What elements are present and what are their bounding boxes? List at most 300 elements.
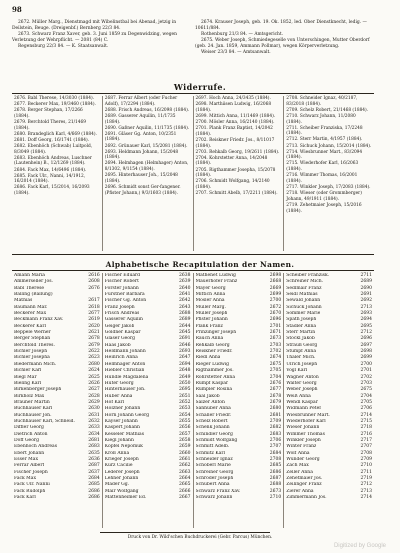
index-number: 2707	[360, 444, 372, 450]
index-number: 2669	[269, 285, 282, 291]
index-number: 2703	[269, 342, 282, 348]
index-name: Biegl Mar	[14, 374, 37, 380]
index-name: Köpfel Nepomuk	[104, 444, 143, 450]
index-name: Helmhager Anton	[104, 361, 146, 367]
index-number: 2642	[179, 298, 191, 304]
widerruf-entry: 2714. Wiesbrunner Mart., 83/2094 (1884).	[286, 149, 363, 161]
index-number: 2707	[269, 444, 282, 450]
index-name: Reiskner Friedr.	[195, 349, 233, 355]
index-number: 2701	[269, 323, 282, 329]
index-name: Goldner Kaspar	[104, 330, 141, 336]
index-number: 2699	[360, 355, 372, 361]
index-number: 2658	[179, 437, 191, 443]
index-name: Schreiner Georg	[195, 469, 234, 475]
index-name: Mattenheimer Ed.	[104, 495, 147, 501]
index-number: 2689	[179, 317, 191, 323]
index-number: 2666	[179, 488, 191, 494]
index-number: 2637	[88, 469, 100, 475]
index-number: 2624	[88, 368, 100, 374]
name-index	[12, 273, 374, 528]
index-number: 2673	[269, 336, 282, 342]
index-number: 2634	[88, 431, 100, 437]
entry-text: 2673. Schwarz Franz Xaver, geb. 3. Juni 1859 zu Degenwidzing, wegen Verletzung der Wehrpflicht. — 2081 (84) C.	[12, 32, 177, 44]
widerruf-entry: 2700. Mösler Anna, 16/2140 (1884).	[195, 119, 275, 125]
index-number: 2705	[360, 399, 372, 405]
index-name: Franz Joseph	[104, 304, 135, 310]
divider	[100, 532, 270, 533]
widerruf-entry: 2698. Marthiisen Ludwig, 16/2068 (1884).	[195, 102, 272, 113]
index-number: 2697	[360, 342, 372, 348]
index-number: 2648	[179, 368, 191, 374]
index-name: Fürstner Barbara	[104, 292, 145, 298]
index-number: 2671	[269, 330, 282, 336]
widerruf-entry: 2709. Schelz Robert, 21/1468 (1884).	[286, 107, 369, 113]
index-name: Pfister Johann	[195, 317, 228, 323]
index-name: Ferrar Albert	[14, 463, 45, 469]
index-number: 2696	[360, 336, 372, 342]
index-name: Zeller Anna	[286, 469, 313, 475]
widerruf-entry: 2716. Wimmer Thomas, 16/2001 (1884).	[286, 173, 358, 184]
index-name: Amann Maria	[14, 273, 45, 278]
index-name: Schubert Anna	[195, 482, 230, 488]
index-name: Krieger Joseph	[104, 456, 139, 462]
index-number: 2708	[360, 450, 372, 456]
index-name: Stumpf Anna	[286, 349, 317, 355]
index-number: 2719	[360, 476, 372, 481]
index-name: Schaller Friedr.	[195, 412, 232, 418]
index-name: Schneider Ignaz	[195, 456, 233, 462]
index-name: Mösler Anna	[195, 298, 225, 304]
index-name: Frisch Andreas	[104, 311, 140, 317]
index-number: 2636	[88, 456, 100, 462]
index-number: 2626	[88, 380, 100, 386]
index-number: 2620	[88, 323, 100, 329]
index-name: Huber Anna	[104, 393, 133, 399]
index-number: 2644	[179, 323, 191, 329]
index-name: Thaler Mich.	[286, 355, 316, 361]
index-name: Sedlmair Franz	[286, 285, 322, 291]
index-number: 2693	[360, 311, 372, 317]
index-name: Wiederhofer Karl	[286, 418, 326, 424]
index-name: Mauerhöfer Franz	[195, 279, 238, 285]
divider	[12, 93, 374, 94]
index-name: Beckerer Max	[14, 311, 47, 317]
index-name: Müller Marg.	[195, 304, 226, 310]
index-number: 2681	[88, 437, 100, 443]
index-row	[14, 495, 100, 501]
index-name: Wimmer Thomas	[286, 431, 325, 437]
index-number: 2622	[88, 349, 100, 355]
index-name: Mathenet Ludwig	[195, 273, 236, 278]
index-name: Späth Joseph	[286, 317, 317, 323]
index-number: 2651	[179, 393, 191, 399]
index-name: Walter Georg	[286, 380, 317, 386]
widerruf-entry: 2695. Hinterhauser Joh., 15/2048 (1884).	[104, 173, 178, 184]
index-number: 2694	[360, 317, 372, 323]
widerruf-entry: 2705. Rigthammer Josepha, 15/2078 (1884).	[195, 167, 276, 179]
widerrufe-column	[12, 96, 102, 251]
index-name: Hof Karl	[104, 399, 125, 405]
index-name: Beckerer Karl	[14, 323, 46, 329]
entry-text: Weiser 23/3 84. — Amtsanwalt.	[201, 50, 271, 56]
index-number: 2708	[269, 456, 282, 462]
index-number: 2706	[269, 437, 282, 443]
index-name: Ulrich Joseph	[286, 361, 318, 367]
index-name: Weber Joseph	[286, 387, 318, 393]
index-number: 2683	[269, 431, 282, 437]
entry-text: Regensburg 22/3 84. — K. Staatsanwalt.	[18, 44, 109, 50]
index-name: Sichuck Johann	[286, 304, 322, 310]
index-number: 2683	[88, 444, 100, 450]
index-number: 2709	[360, 456, 372, 462]
widerruf-entry: 2706. Schmidt Wolfgang, 14/2140 (1884).	[195, 179, 270, 191]
divider	[12, 254, 374, 255]
index-name: Winkler Joseph	[286, 437, 321, 443]
index-number: 2717	[360, 437, 372, 443]
index-number: 2704	[360, 393, 372, 399]
index-number: 2685	[88, 482, 100, 488]
index-name: Diffler Georg	[14, 425, 44, 431]
index-number: 2714	[360, 412, 372, 418]
index-number: 2665	[179, 482, 191, 488]
index-number: 2695	[360, 323, 372, 329]
section-heading-recapitulation: Alphabetische Recapitulation der Namen.	[105, 260, 295, 269]
index-name: Schwarz Johann	[195, 495, 233, 501]
index-name: Rohrstetter Anna	[195, 374, 236, 380]
index-name: Huter Georg	[104, 380, 134, 386]
index-name: Vogl Karl	[286, 368, 308, 374]
index-name: Hinterhauser Joh.	[104, 387, 146, 393]
index-number: 2686	[88, 495, 100, 501]
index-number: 2650	[179, 380, 191, 386]
index-number: 2647	[179, 355, 191, 361]
index-number: 2712	[360, 482, 372, 488]
index-name: Sterr Martin	[286, 330, 316, 336]
index-name: Rieger Ludwig	[195, 361, 230, 367]
index-name: Gläser Georg	[104, 336, 136, 342]
index-number: 2619	[88, 317, 100, 323]
index-name: Berchtold Theres.	[14, 342, 55, 348]
widerruf-entry: 2712. Sterr Martin, 4/1957 (1884).	[286, 137, 363, 143]
index-number: 2632	[88, 418, 100, 424]
index-number: 2679	[269, 399, 282, 405]
index-name: Esser Max	[14, 456, 38, 462]
index-name: Buchhauser Karl	[14, 406, 53, 412]
index-name: Doff Georg	[14, 437, 39, 443]
index-name: Fischer Robert	[104, 279, 139, 285]
index-name: Birkenberger Joseph	[14, 387, 62, 393]
index-name: Rehkalb Georg	[195, 342, 230, 348]
page-number: 98	[12, 5, 22, 14]
index-name: Schöberl Marie	[195, 463, 231, 469]
top-entries	[12, 20, 374, 57]
index-number: 2662	[179, 463, 191, 469]
index-name: Rumpler Rosina	[195, 387, 233, 393]
index-number: 2687	[269, 476, 282, 481]
index-name: Ebenhöch Andreas	[14, 444, 58, 450]
index-name: Wolf Anna	[286, 450, 310, 456]
widerruf-entry: 2703. Rehkalb Georg, 19/2611 (1884).	[195, 149, 280, 155]
index-number: 2627	[88, 387, 100, 393]
index-name: Hiebler Christian	[104, 368, 145, 374]
index-name: Sewald Johann	[286, 298, 321, 304]
index-name: Ammerseller Jos.	[14, 279, 53, 285]
index-number: 2711	[360, 469, 372, 475]
index-number: 2682	[269, 425, 282, 431]
index-number: 2635	[88, 450, 100, 456]
index-number: 2628	[88, 393, 100, 399]
index-name: Plank Franz	[195, 323, 223, 329]
index-name: Mayer Georg	[195, 285, 226, 291]
widerruf-entry: 2719. Zehetmaier Joseph, 15/2016 (1884).	[286, 202, 362, 214]
widerruf-entry: 2684. Fack Max, 14/6496 (1884).	[14, 167, 87, 173]
index-name: Rigthammer Jos.	[195, 368, 234, 374]
index-name: Schindler Georg	[195, 431, 233, 437]
index-name: Schreiner Mich.	[286, 279, 324, 285]
index-name: Dietrich Anton	[14, 431, 48, 437]
index-number: 2696	[269, 317, 282, 323]
widerruf-entry: 2707. Schmitt Abelb, 17/2211 (1884).	[195, 191, 278, 197]
divider	[12, 270, 374, 271]
widerruf-entry: 2689. Gasserer Aquilin, 11/1735 (1884).	[104, 113, 176, 125]
index-name: Widmann Peter	[286, 406, 322, 412]
index-name: Brauner Martin	[14, 399, 50, 405]
index-row	[196, 495, 282, 501]
index-name: Kayser Johann	[104, 418, 138, 424]
index-number: 2631	[88, 412, 100, 418]
index-name: Stadler Anna	[286, 323, 317, 329]
index-name: Lederer Joseph	[104, 469, 140, 475]
index-name: Wieser Johann	[286, 425, 320, 431]
index-name: Wendl Kaspar	[286, 399, 318, 405]
index-number: 2680	[88, 361, 100, 367]
index-number: 2715	[360, 418, 372, 424]
index-name: Hundle Magdalena	[104, 374, 149, 380]
index-name: Zierer Anna	[286, 488, 314, 494]
index-name: Fischer Joseph	[14, 469, 48, 475]
index-name: Baumann Mar.	[14, 304, 48, 310]
index-name: Bichler Josepha	[14, 355, 50, 361]
index-name: Ebert Johann	[14, 450, 45, 456]
widerruf-entry: 2677. Beckerer Max, 19/3460 (1884).	[14, 102, 96, 108]
index-name: Schenk Johann	[195, 425, 230, 431]
index-name: Kiegl Johann	[104, 437, 134, 443]
index-name: Biedermann Mich.	[14, 361, 57, 367]
index-name: Lehner Johann	[104, 476, 139, 481]
index-name: Wunder Georg	[286, 456, 320, 462]
index-name: Zeilinger Franz	[286, 482, 322, 488]
index-name: Sanhuber Anna	[195, 406, 231, 412]
index-number: 2656	[179, 425, 191, 431]
index-name: Kroß Anna	[104, 450, 130, 456]
entry-text: 2672. Müller Marg., Dienstmagd mit Wibelinstbal bei Abenad, jetzig in Deilstein, Beuge. (Dreigenbf.) Bernberg 22/3 84.	[12, 20, 177, 32]
index-number: 2677	[88, 311, 100, 317]
index-number: 2670	[269, 311, 282, 317]
index-number: 2702	[269, 349, 282, 355]
widerrufe-column	[193, 96, 284, 251]
index-name: Fischer Eduard	[104, 273, 141, 278]
index-name: Schwarz Franz Xav.	[195, 488, 241, 494]
section-heading-widerrufe: Widerrufe.	[173, 82, 227, 92]
index-number: 2618	[88, 304, 100, 310]
index-number: 2705	[269, 368, 282, 374]
index-number: 2675	[360, 387, 372, 393]
index-number: 2706	[360, 406, 372, 412]
index-number: 2714	[360, 495, 372, 501]
index-number: 2646	[179, 342, 191, 348]
index-name: Kurz Cäcilie	[104, 463, 133, 469]
index-number: 2664	[179, 476, 191, 481]
index-number: 2653	[179, 406, 191, 412]
index-number: 2659	[179, 444, 191, 450]
index-name: Geiger Jakob	[104, 323, 135, 329]
index-name: Kaspert Johann	[104, 425, 140, 431]
widerrufe-column	[102, 96, 193, 251]
index-name: Buchhauser Karl, Schneid.	[14, 418, 75, 424]
index-number: 2687	[88, 463, 100, 469]
index-name: Horn Johann Georg	[104, 412, 150, 418]
index-name: Buchhauser Joh.	[14, 412, 52, 418]
widerruf-entry: 2679. Berchtold Theres, 21/1469 (1884).	[14, 119, 86, 131]
index-row	[286, 495, 372, 501]
index-number: 2710	[269, 495, 282, 501]
index-name: Schmitz Karl	[195, 450, 225, 456]
widerruf-entry: 2685. Fack Ulr., Nanni, 14/1912, 16/2014 (1884).	[14, 173, 86, 185]
index-number: 2700	[360, 361, 372, 367]
index-name: Bichler Joseph	[14, 349, 48, 355]
index-number: 2616	[88, 273, 100, 278]
index-number: 2693	[179, 349, 191, 355]
index-number: 2680	[269, 406, 282, 412]
index-number: 2701	[360, 368, 372, 374]
widerruf-entry: 2694. Helmhagen (Helmhager) Anton, 8/1302, 9/1154 (1884).	[104, 161, 189, 173]
index-name: Stöckl Jakob	[286, 336, 315, 342]
index-number: 2691	[360, 292, 372, 298]
index-name: Holzner Johann	[104, 406, 141, 412]
index-number: 2673	[269, 488, 282, 494]
widerruf-entry: 2682. Ebenhöch (Schwab) Luitpold, 8/3049 (1884).	[14, 143, 93, 155]
index-name: Fack Ulr. Nanni	[14, 482, 50, 488]
index-name: Mathias	[14, 298, 33, 304]
index-name: Schmidt Wolfgang	[195, 437, 238, 443]
index-name: Heldmann Johann	[104, 349, 146, 355]
index-number: 2672	[269, 304, 282, 310]
index-number: 2668	[269, 279, 282, 285]
widerruf-entry: 2704. Kohrstetter Anna, 14/2048 (1884).	[195, 155, 268, 167]
index-number: 2716	[360, 431, 372, 437]
index-number: 2703	[360, 380, 372, 386]
index-number: 2621	[88, 330, 100, 336]
index-number: 2663	[179, 469, 191, 475]
top-entries-column-left	[12, 20, 191, 57]
index-name: Winter Franz	[286, 444, 317, 450]
index-number: 2675	[269, 361, 282, 367]
widerruf-entry: 2687. Ferrar Albert (oder Fucher Adolf), 17/2294 (1884).	[104, 96, 178, 107]
index-number: 2677	[269, 387, 282, 393]
index-number: 2700	[269, 298, 282, 304]
index-number: 2667	[179, 495, 191, 501]
index-row	[105, 495, 191, 501]
index-name: Salzer Anton	[195, 399, 225, 405]
entry-text: 2674. Krauser Joseph, geb. 19. Ok. 1852, led. Ober Dienstknecht, ledig. — 10611/884.	[195, 20, 367, 32]
index-name: Schröder Joseph	[195, 476, 234, 481]
index-column	[102, 273, 193, 528]
index-number: 2633	[88, 425, 100, 431]
index-number: 2630	[88, 406, 100, 412]
index-column	[283, 273, 374, 528]
index-number: 2679	[88, 342, 100, 348]
index-number: 2713	[360, 488, 372, 494]
widerrufe-list	[12, 96, 374, 251]
widerruf-entry: 2710. Schwarz Johann, 11/2080 (1884).	[286, 113, 356, 125]
index-number: 2645	[179, 330, 191, 336]
widerruf-entry: 2702. Reiskner Friedr. Jos., 8/11017 (1884).	[195, 137, 275, 149]
widerruf-entry: 2699. Mittich Anna, 11/1469 (1884).	[195, 113, 276, 119]
widerruf-entry: 2676. Babl Therese, 14/3030 (1884).	[14, 96, 95, 101]
index-name: Zimmermann Jos.	[286, 495, 327, 501]
index-name: Schmitt Adelb.	[195, 444, 230, 450]
index-number: 2674	[269, 355, 282, 361]
index-name: Seidl Mathias	[286, 292, 318, 298]
widerruf-entry: 2696. Schmidt sonst Ger-fangener. (Pfister Johann,) 9/3/1603 (1884).	[104, 185, 181, 196]
index-name: Zehetmaier Jos.	[286, 476, 323, 481]
index-name: Mittich Anna	[195, 292, 226, 298]
index-name: Fischer Gg. Anton	[104, 298, 147, 304]
index-number: 2692	[360, 298, 372, 304]
index-number: 2623	[88, 355, 100, 361]
widerruf-entry: 2708. Schneider Ignaz, 40/2187, 83/2018 (1884).	[286, 96, 358, 107]
index-name: Sommer Marie	[286, 311, 321, 317]
index-name: Fack Max	[14, 476, 37, 481]
index-number: 2688	[269, 482, 282, 488]
widerruf-entry: 2692. Grünauer Karl, 15/2081 (1884).	[104, 143, 188, 149]
index-number: 2654	[179, 412, 191, 418]
index-number: 2684	[88, 476, 100, 481]
index-name: Wiesbrunner Mart.	[286, 412, 330, 418]
index-number: 2676	[88, 285, 100, 291]
index-name: Beckmann Franz Xav.	[14, 317, 64, 323]
widerruf-entry: 2688. Frisch Andreas, 16/2098 (1884).	[104, 107, 190, 113]
index-name: Rauch Anna	[195, 336, 224, 342]
index-number: 2678	[88, 336, 100, 342]
widerruf-entry: 2680. Brandeglich Karl, 4/669 (1884).	[14, 131, 97, 137]
widerruf-entry: 2715. Wiederhofer Karl, 16/2063 (1884).	[286, 161, 359, 173]
index-number: 2681	[269, 412, 282, 418]
index-number: 2699	[269, 292, 282, 298]
index-name: Kesseler Mathias	[104, 431, 145, 437]
index-number: 2655	[179, 418, 191, 424]
index-number: 2629	[88, 399, 100, 405]
index-name: Haas Jakob	[104, 342, 131, 348]
index-number: 2639	[179, 279, 191, 285]
index-number: 2657	[179, 431, 191, 437]
widerruf-entry: 2701. Plank Franz Baptist, 14/2042 (1884).	[195, 126, 273, 137]
index-name: Babl Therese	[14, 285, 45, 291]
index-number: 2698	[360, 349, 372, 355]
widerruf-entry: 2713. Sichuck Johann, 15/2014 (1884).	[286, 143, 372, 149]
index-name: Birkholz Max	[14, 393, 45, 399]
printer-imprint: Druck von Dr. Wild'schen Buchdruckerei (Gebr. Parcus) München.	[127, 535, 273, 540]
index-number: 2691	[179, 336, 191, 342]
widerruf-entry: 2690. Gaßner Aquilin, 11/1735 (1884).	[104, 125, 190, 131]
widerruf-entry: 2717. Winkler Joseph, 17/2083 (1884).	[286, 185, 371, 191]
index-number: 2713	[360, 304, 372, 310]
index-name: Wagner Anton	[286, 374, 319, 380]
index-name: Müller Joseph	[195, 311, 228, 317]
index-number: 2684	[269, 450, 282, 456]
index-number: 2689	[360, 279, 372, 285]
index-number: 2678	[269, 393, 282, 399]
